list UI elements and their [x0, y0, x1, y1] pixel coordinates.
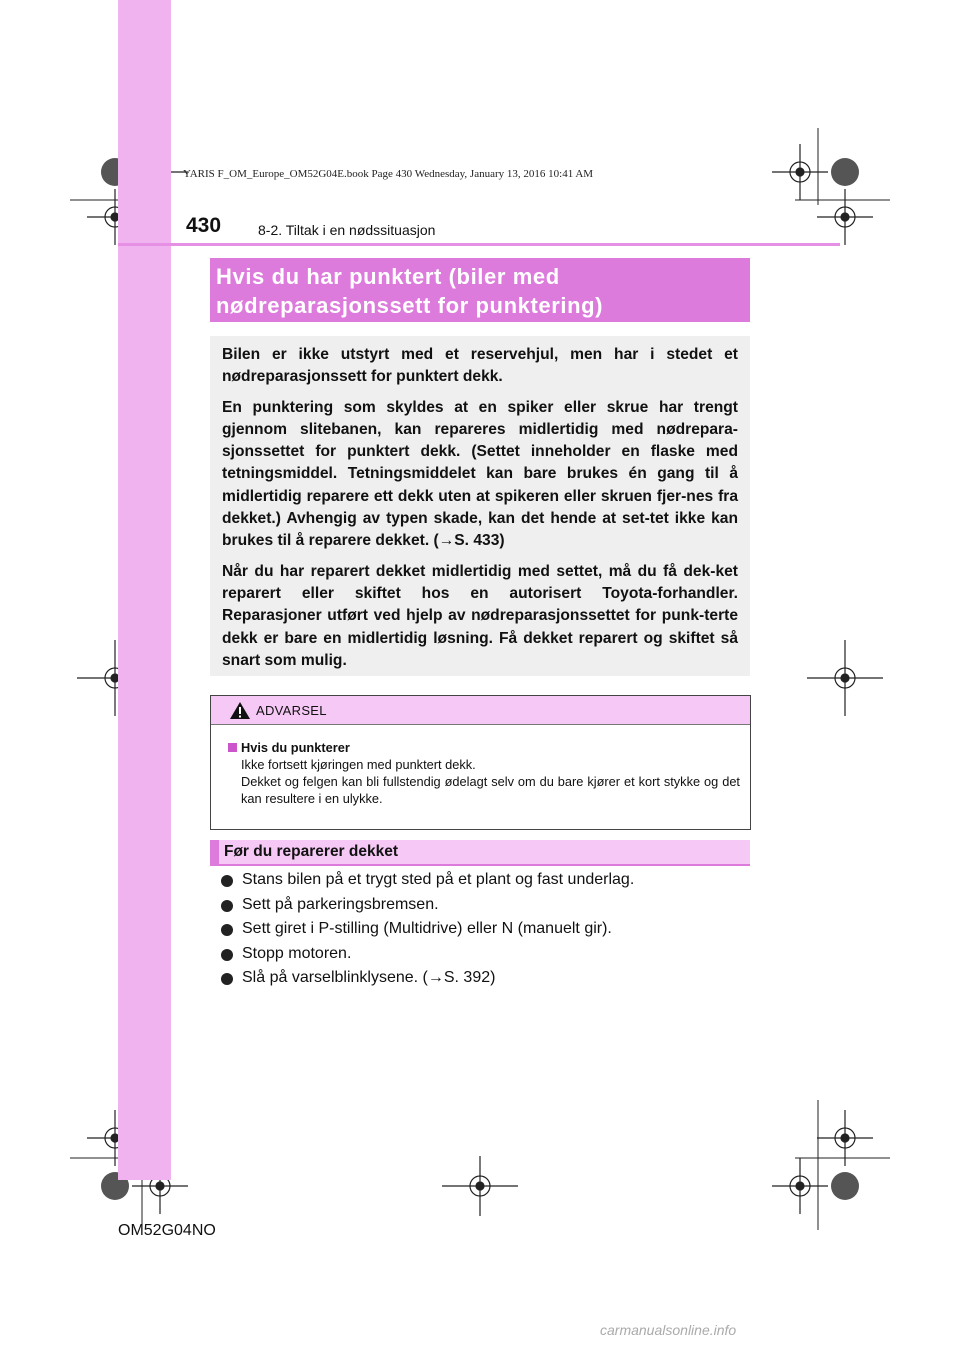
print-header: YARIS F_OM_Europe_OM52G04E.book Page 430 Wednesday, January 13, 2016 10:41 AM — [183, 168, 594, 180]
square-bullet-icon — [228, 743, 237, 752]
intro-paragraph-1: Bilen er ikke utstyrt med et reservehjul, men har i stedet et nødreparasjonssett for punktert dekk. — [222, 346, 738, 386]
list-item: Stopp motoren. — [221, 945, 761, 970]
warning-body — [228, 739, 740, 807]
page-number: 430 — [186, 214, 222, 237]
bullet-dot-icon — [221, 949, 233, 961]
list-item: Slå på varselblinklysene. (→S. 392) — [221, 969, 761, 994]
intro-paragraph-2: En punktering som skyldes at en spiker eller skrue har trengt gjennom slitebanen, kan repareres midlertidig med nødrepara-sjonssettet for punktert dekk. (Settet inneholder en flaske med tetningsmiddel. Tetningsmiddelet kan bare brukes én gang til å midlertidig reparere ett dekk uten at spikeren eller skruen fjer-nes fra dekket.) Avhengig av typen skade, kan det hende at set-tet ikke kan brukes til å reparere dekket. (→S. 433) — [222, 398, 738, 550]
intro-box — [210, 336, 750, 676]
warning-triangle-icon — [229, 701, 251, 720]
bullet-dot-icon — [221, 973, 233, 985]
bullet-dot-icon — [221, 875, 233, 887]
title-line-2: nødreparasjonssett for punktering) — [216, 293, 604, 318]
warning-line-2: Dekket og felgen kan bli fullstendig ødelagt selv om du bare kjører et kort stykke og det kan resultere i en ulykke. — [241, 774, 740, 806]
bullet-list — [221, 871, 761, 994]
list-item: Sett på parkeringsbremsen. — [221, 896, 761, 921]
list-item: Sett giret i P-stilling (Multidrive) eller N (manuelt gir). — [221, 920, 761, 945]
subsection-accent-bar — [210, 840, 219, 866]
warning-heading: Hvis du punkterer — [241, 740, 350, 755]
section-title: 8-2. Tiltak i en nødssituasjon — [258, 222, 436, 238]
warning-label: ADVARSEL — [256, 703, 327, 718]
bullet-dot-icon — [221, 900, 233, 912]
warning-box — [210, 695, 751, 830]
header-rule — [118, 243, 840, 246]
bullet-dot-icon — [221, 924, 233, 936]
title-line-1: Hvis du har punktert (biler med — [216, 264, 560, 289]
document-code: OM52G04NO — [118, 1222, 216, 1239]
subsection-title: Før du reparerer dekket — [224, 843, 399, 860]
page-title — [216, 262, 746, 320]
list-item: Stans bilen på et trygt sted på et plant og fast underlag. — [221, 871, 761, 896]
sidebar-tab — [118, 0, 171, 1180]
intro-paragraph-3: Når du har reparert dekket midlertidig med settet, må du få dek-ket reparert eller skiftet hos en autorisert Toyota-forhandler. Reparasjoner utført ved hjelp av nødreparasjonssettet for punk-terte dekk er bare en midlertidig løsning. Få dekket reparert og skiftet så snart som mulig. — [222, 562, 738, 669]
watermark: carmanualsonline.info — [600, 1322, 737, 1338]
warning-line-1: Ikke fortsett kjøringen med punktert dekk. — [241, 757, 476, 772]
